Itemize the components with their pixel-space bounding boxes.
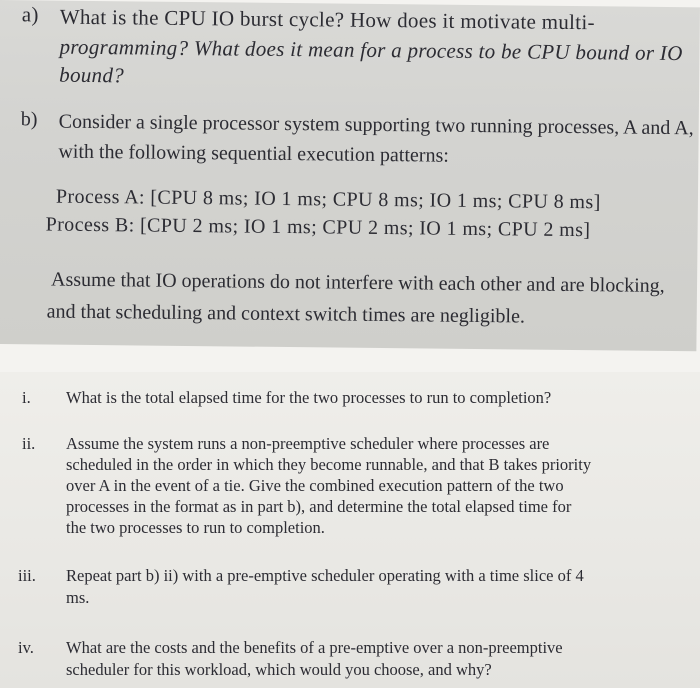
question-ii-number: ii. xyxy=(22,434,36,453)
question-iv-line-2: scheduler for this workload, which would you choose, and why? xyxy=(66,660,492,679)
question-iii-number: iii. xyxy=(18,566,36,585)
question-ii-line-1: Assume the system runs a non-preemptive scheduler where processes are xyxy=(66,434,550,453)
part-b-label: b) xyxy=(20,108,38,131)
question-photo-bottom xyxy=(0,372,700,688)
process-b-pattern: Process B: [CPU 2 ms; IO 1 ms; CPU 2 ms; IO 1 ms; CPU 2 ms] xyxy=(45,213,591,242)
question-iii-line-1: Repeat part b) ii) with a pre-emptive scheduler operating with a time slice of 4 xyxy=(66,566,584,585)
process-a-pattern: Process A: [CPU 8 ms; IO 1 ms; CPU 8 ms; IO 1 ms; CPU 8 ms] xyxy=(55,185,601,214)
part-b-line-2: with the following sequential execution patterns: xyxy=(58,140,449,167)
part-a-label: a) xyxy=(21,2,39,27)
part-a-line-3: bound? xyxy=(59,62,125,88)
part-b-line-1: Consider a single processor system supporting two running processes, A and A, xyxy=(58,110,694,140)
question-i-number: i. xyxy=(22,388,31,407)
assumption-line-2: and that scheduling and context switch times are negligible. xyxy=(46,300,526,328)
part-a-line-1: What is the CPU IO burst cycle? How does it motivate multi- xyxy=(59,4,595,35)
assumption-line-1: Assume that IO operations do not interfere with each other and are blocking, xyxy=(50,268,665,297)
question-iii-line-2: ms. xyxy=(66,588,90,607)
part-a-line-2: programming? What does it mean for a process to be CPU bound or IO xyxy=(59,34,683,66)
question-iv-line-1: What are the costs and the benefits of a pre-emptive over a non-preemptive xyxy=(66,638,563,657)
question-ii-line-4: processes in the format as in part b), and determine the total elapsed time for xyxy=(66,497,572,516)
question-ii-line-3: over A in the event of a tie. Give the combined execution pattern of the two xyxy=(66,476,564,495)
question-iv-number: iv. xyxy=(18,638,34,657)
question-ii-line-2: scheduled in the order in which they become runnable, and that B takes priority xyxy=(66,455,592,474)
question-i-line-1: What is the total elapsed time for the two processes to run to completion? xyxy=(66,388,552,407)
question-ii-line-5: the two processes to run to completion. xyxy=(66,518,325,537)
